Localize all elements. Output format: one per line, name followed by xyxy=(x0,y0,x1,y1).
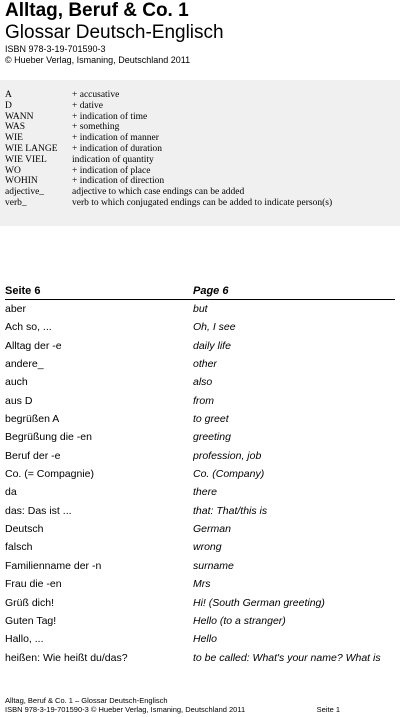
english-translation: other xyxy=(193,358,217,371)
glossary-row xyxy=(5,355,395,373)
abbreviation-key: adjective_ xyxy=(5,187,45,198)
german-term: Familienname der -n xyxy=(5,559,102,572)
abbreviation-key: D xyxy=(5,100,12,111)
glossary-row xyxy=(5,373,395,391)
abbreviation-row xyxy=(5,144,395,155)
document-subtitle: Glossar Deutsch-Englisch xyxy=(5,22,224,43)
english-translation: to be called: What's your name? What is xyxy=(193,651,381,664)
abbreviation-key: WIE VIEL xyxy=(5,154,47,165)
english-translation: but xyxy=(193,303,208,315)
abbreviation-key: WANN xyxy=(5,111,34,122)
abbreviation-row xyxy=(5,176,395,187)
glossary-row xyxy=(5,538,395,556)
abbreviation-row xyxy=(5,122,395,133)
glossary-row xyxy=(5,465,395,483)
german-term: Hallo, ... xyxy=(5,633,44,646)
glossary-row xyxy=(5,428,395,446)
abbreviation-row xyxy=(5,133,395,144)
english-translation: surname xyxy=(193,559,234,572)
german-term: das: Das ist ... xyxy=(5,504,72,517)
glossary-header xyxy=(5,282,395,298)
german-term: aber xyxy=(5,303,27,315)
english-translation: there xyxy=(193,486,217,499)
abbreviation-key: WAS xyxy=(5,122,26,133)
abbreviation-row xyxy=(5,198,395,209)
english-translation: greeting xyxy=(193,431,231,444)
german-term: da xyxy=(5,486,17,499)
german-column-heading: Seite 6 xyxy=(5,285,41,297)
german-term: Co. (= Compagnie) xyxy=(5,468,94,481)
abbreviation-meaning: indication of quantity xyxy=(72,154,154,165)
english-translation: that: That/this is xyxy=(193,504,268,517)
abbreviation-key: WIE xyxy=(5,133,23,144)
abbreviation-meaning: verb to which conjugated endings can be added to indicate person(s) xyxy=(72,197,333,208)
german-term: Alltag der -e xyxy=(5,339,62,352)
abbreviation-meaning: + dative xyxy=(72,100,103,111)
abbreviation-row xyxy=(5,166,395,177)
english-column-heading: Page 6 xyxy=(193,285,229,297)
glossary-row xyxy=(5,594,395,612)
german-term: Ach so, ... xyxy=(5,321,52,334)
document-header xyxy=(5,0,395,66)
german-term: Deutsch xyxy=(5,523,44,536)
english-translation: profession, job xyxy=(193,449,262,462)
german-term: Begrüßung die -en xyxy=(5,431,92,444)
footer-isbn: ISBN 978-3-19-701590-3 © Hueber Verlag, Ismaning, Deutschland 2011 xyxy=(5,705,246,714)
glossary-row xyxy=(5,502,395,520)
abbreviation-meaning: + indication of duration xyxy=(72,143,163,154)
glossary-table xyxy=(5,282,395,667)
glossary-row xyxy=(5,483,395,501)
footer-isbn-line xyxy=(5,705,395,714)
glossary-row xyxy=(5,318,395,336)
document-title: Alltag, Beruf & Co. 1 xyxy=(5,0,189,21)
english-translation: also xyxy=(193,376,213,389)
abbreviation-key: A xyxy=(5,90,12,100)
abbreviation-key: WIE LANGE xyxy=(5,143,58,154)
glossary-row xyxy=(5,557,395,575)
glossary-row xyxy=(5,447,395,465)
glossary-row xyxy=(5,337,395,355)
glossary-row xyxy=(5,520,395,538)
glossary-row xyxy=(5,392,395,410)
english-translation: from xyxy=(193,394,214,407)
english-translation: Hi! (South German greeting) xyxy=(193,596,325,609)
german-term: andere_ xyxy=(5,358,44,371)
abbreviation-meaning: + indication of place xyxy=(72,165,151,176)
glossary-row xyxy=(5,575,395,593)
footer-title: Alltag, Beruf & Co. 1 – Glossar Deutsch-Englisch xyxy=(5,696,168,705)
english-translation: Hello xyxy=(193,633,217,646)
german-term: heißen: Wie heißt du/das? xyxy=(5,651,128,664)
abbreviation-key: WOHIN xyxy=(5,176,38,187)
english-translation: Co. (Company) xyxy=(193,468,265,481)
glossary-rows xyxy=(5,300,395,667)
abbreviation-key: WO xyxy=(5,165,21,176)
german-term: Grüß dich! xyxy=(5,596,55,609)
glossary-row xyxy=(5,649,395,667)
english-translation: to greet xyxy=(193,413,229,426)
abbreviation-meaning: + indication of direction xyxy=(72,176,165,187)
german-term: begrüßen A xyxy=(5,413,60,426)
german-term: aus D xyxy=(5,394,33,407)
english-translation: wrong xyxy=(193,541,222,554)
glossary-row xyxy=(5,630,395,648)
abbreviation-meaning: + indication of time xyxy=(72,111,148,122)
english-translation: Oh, I see xyxy=(193,321,236,334)
abbreviation-list xyxy=(5,90,395,209)
abbreviation-row xyxy=(5,101,395,112)
abbreviation-row xyxy=(5,155,395,166)
german-term: auch xyxy=(5,376,28,389)
german-term: Guten Tag! xyxy=(5,614,57,627)
page-number: Seite 1 xyxy=(316,705,340,714)
abbreviation-row xyxy=(5,187,395,198)
abbreviation-meaning: + accusative xyxy=(72,90,120,100)
english-translation: daily life xyxy=(193,339,231,352)
isbn-text: ISBN 978-3-19-701590-3 xyxy=(5,44,106,54)
abbreviation-meaning: adjective to which case endings can be added xyxy=(72,187,245,198)
abbreviation-row xyxy=(5,112,395,123)
german-term: Frau die -en xyxy=(5,578,62,591)
abbreviation-key: verb_ xyxy=(5,197,27,208)
english-translation: Hello (to a stranger) xyxy=(193,614,286,627)
german-term: Beruf der -e xyxy=(5,449,61,462)
abbreviation-row xyxy=(5,90,395,101)
page-footer xyxy=(5,696,395,714)
glossary-row xyxy=(5,300,395,318)
glossary-row xyxy=(5,410,395,428)
english-translation: German xyxy=(193,523,231,536)
abbreviation-meaning: + something xyxy=(72,122,120,133)
copyright-text: © Hueber Verlag, Ismaning, Deutschland 2011 xyxy=(5,55,191,65)
abbreviation-box xyxy=(0,80,400,226)
english-translation: Mrs xyxy=(193,578,211,591)
german-term: falsch xyxy=(5,541,33,554)
glossary-row xyxy=(5,612,395,630)
abbreviation-meaning: + indication of manner xyxy=(72,133,159,144)
